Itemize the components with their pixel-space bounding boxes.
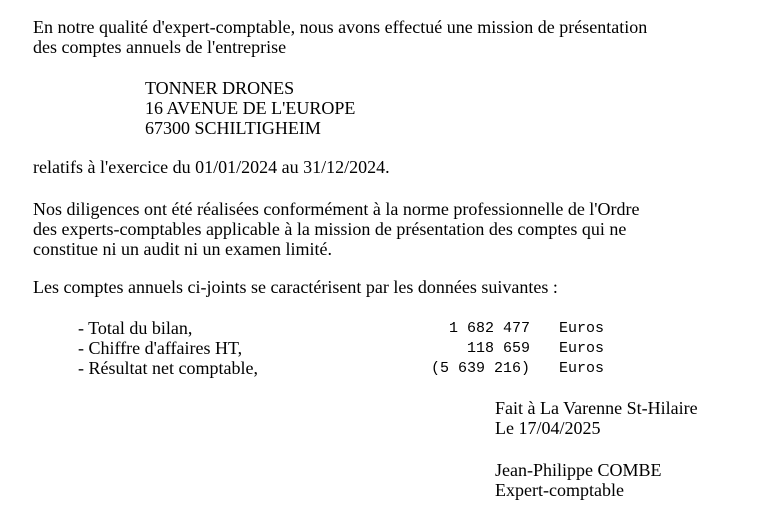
figure-row-total-bilan [78, 318, 638, 338]
period-paragraph: relatifs à l'exercice du 01/01/2024 au 31/12/2024. [33, 157, 390, 177]
signatory-name: Jean-Philippe COMBE [495, 460, 662, 480]
figure-unit: Euros [559, 360, 605, 377]
company-address [145, 78, 355, 138]
company-city: 67300 SCHILTIGHEIM [145, 118, 321, 138]
characteristics-intro: Les comptes annuels ci-joints se caractérisent par les données suivantes : [33, 277, 558, 297]
key-figures-list [78, 318, 638, 378]
figure-label: - Résultat net comptable, [78, 358, 258, 378]
figure-amount: 1 682 477 [448, 320, 530, 337]
signature-block [495, 398, 698, 500]
figure-label: - Chiffre d'affaires HT, [78, 338, 243, 358]
figure-unit: Euros [559, 340, 605, 357]
intro-paragraph: En notre qualité d'expert-comptable, nous avons effectué une mission de présentation des comptes annuels de l'entreprise [33, 17, 648, 57]
signature-spacer [495, 440, 698, 460]
figure-row-chiffre-affaires [78, 338, 638, 358]
figure-row-resultat-net [78, 358, 638, 378]
figure-amount: (5 639 216) [430, 360, 530, 377]
figure-amount: 118 659 [466, 340, 530, 357]
diligences-paragraph: Nos diligences ont été réalisées conformément à la norme professionnelle de l'Ordre des experts-comptables applicable à la mission de présentation des comptes qui ne constitue ni un audit ni un examen limité. [33, 199, 640, 259]
signature-place: Fait à La Varenne St-Hilaire [495, 398, 698, 418]
figure-label: - Total du bilan, [78, 318, 193, 338]
signature-date: Le 17/04/2025 [495, 418, 601, 438]
company-name: TONNER DRONES [145, 78, 295, 98]
figure-unit: Euros [559, 320, 605, 337]
signatory-title: Expert-comptable [495, 480, 624, 500]
company-street: 16 AVENUE DE L'EUROPE [145, 98, 356, 118]
